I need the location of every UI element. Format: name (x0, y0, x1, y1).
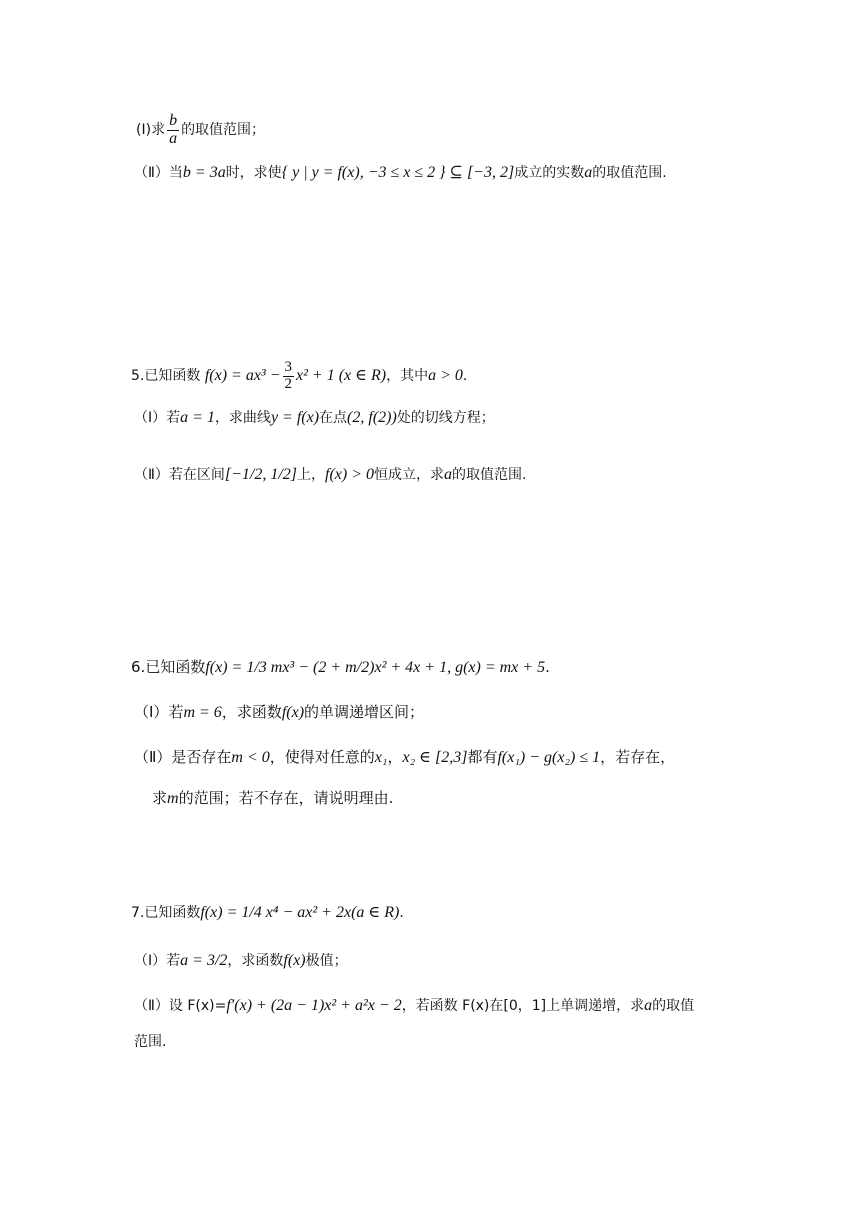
text: 求 (151, 122, 166, 138)
math-var: a (444, 466, 453, 483)
text: 处的切线方程； (396, 410, 495, 426)
text: ，求函数 (227, 953, 284, 969)
math-function: f(x) = 1/3 mx³ − (2 + m/2)x² + 4x + 1, g(x) = mx + 5 (205, 659, 546, 676)
text: 是否存在 (171, 748, 232, 766)
text: . (399, 905, 404, 921)
math-interval: [−1/2, 1/2] (224, 466, 298, 483)
math-function-tail: x² + 1 (x ∈ R) (296, 367, 387, 384)
text: 的取值范围； (181, 122, 266, 138)
math-set: { y | y = f(x), −3 ≤ x ≤ 2 } ⊆ [−3, 2] (281, 164, 515, 181)
p7-stem-text (131, 893, 404, 933)
roman-numeral: （Ⅰ） (134, 703, 169, 721)
text: 在点 (319, 410, 348, 426)
numerator: 3 (284, 358, 293, 375)
text: ，若存在， (600, 748, 676, 766)
p6-part2-line (0, 737, 860, 777)
text: 成立的实数 (514, 165, 585, 181)
math-var: x₁ (374, 749, 388, 766)
p7-part2b-text (134, 1022, 166, 1062)
roman-numeral: （Ⅰ） (134, 953, 167, 969)
denominator: a (169, 129, 178, 147)
math-condition: m = 6 (183, 704, 222, 721)
roman-numeral: （Ⅰ） (134, 410, 167, 426)
p4-part1-line (0, 110, 860, 150)
text: 若 (166, 953, 181, 969)
p5-stem-text (131, 356, 467, 396)
p6-part1-text (134, 692, 424, 733)
math-var-range: x₂ ∈ [2,3] (402, 749, 468, 766)
p6-stem-text (131, 647, 550, 688)
text: 若 (166, 410, 181, 426)
text: 若 (168, 703, 184, 721)
math-function: f(x) (283, 952, 306, 969)
text: 设 F(x)= (168, 998, 227, 1014)
math-function: f(x) = ax³ − (204, 367, 281, 384)
math-point: (2, f(2)) (347, 409, 397, 426)
text: 若在区间 (168, 467, 225, 483)
text: 求 (152, 789, 168, 807)
roman-numeral: （Ⅱ） (134, 165, 169, 181)
text: 已知函数 (144, 905, 201, 921)
math-inequality: f(x) > 0 (325, 466, 375, 483)
p7-part1-text (134, 941, 348, 981)
p7-part2b-line (0, 1022, 860, 1062)
roman-numeral: （Ⅱ） (134, 467, 169, 483)
p4-part2-text (134, 153, 667, 193)
p7-stem-line (0, 893, 860, 933)
roman-numeral: (Ⅰ) (136, 122, 152, 138)
problem-number: 6. (131, 658, 146, 676)
math-curve: y = f(x) (270, 409, 320, 426)
text: ，求曲线 (214, 410, 271, 426)
text: 已知函数 (144, 368, 201, 384)
text: 的范围；若不存在，请说明理由. (178, 789, 394, 807)
roman-numeral: （Ⅱ） (134, 998, 169, 1014)
fraction (283, 360, 295, 393)
text: 上， (297, 467, 326, 483)
text: ，使得对任意的 (269, 748, 375, 766)
math-expression: f′(x) + (2a − 1)x² + a²x − 2 (226, 997, 402, 1014)
text: 极值； (305, 953, 348, 969)
problem-number: 7. (131, 905, 145, 921)
text: 的单调递增区间； (304, 703, 425, 721)
p4-part1-text (136, 110, 265, 150)
p6-part2-text (134, 737, 675, 778)
math-function: f(x) = 1/4 x⁴ − ax² + 2x(a ∈ R) (200, 904, 400, 921)
math-condition: a > 0 (428, 367, 463, 384)
p6-stem-line (0, 647, 860, 687)
text: ， (387, 748, 403, 766)
p5-stem-line (0, 356, 860, 396)
text: ，求函数 (221, 703, 282, 721)
p5-part2-line (0, 455, 860, 495)
text: 都有 (467, 748, 498, 766)
fraction (167, 113, 179, 148)
text: 时，求使 (225, 165, 282, 181)
math-var: m (167, 790, 179, 807)
math-condition: b = 3a (182, 164, 226, 181)
text: 已知函数 (145, 658, 206, 676)
denominator: 2 (284, 375, 293, 392)
math-condition: m < 0 (231, 749, 270, 766)
text: ，若函数 F(x)在[0，1]上单调递增，求 (401, 998, 645, 1014)
text: 当 (168, 165, 183, 181)
math-inequality: f(x₁) − g(x₂) ≤ 1 (497, 749, 601, 766)
p7-part2-line (0, 986, 860, 1026)
text: 的取值范围. (592, 165, 667, 181)
text: . (462, 368, 468, 384)
p6-part2b-text (152, 778, 393, 819)
math-var: a (644, 997, 653, 1014)
math-function: f(x) (281, 704, 305, 721)
p5-part1-text (134, 398, 495, 438)
text: . (545, 658, 550, 676)
math-condition: a = 1 (180, 409, 215, 426)
numerator: b (169, 111, 178, 129)
p5-part2-text (134, 455, 526, 495)
text: 范围. (134, 1034, 167, 1050)
problem-number: 5. (131, 368, 145, 384)
text: 恒成立，求 (374, 467, 445, 483)
math-condition: a = 3/2 (180, 952, 228, 969)
roman-numeral: （Ⅱ） (134, 748, 172, 766)
text: ，其中 (386, 368, 429, 384)
math-var: a (584, 164, 593, 181)
p5-part1-line (0, 398, 860, 438)
text: 的取值 (652, 998, 695, 1014)
p6-part2b-line (0, 778, 860, 818)
text: 的取值范围. (452, 467, 527, 483)
p4-part2-line (0, 153, 860, 193)
p6-part1-line (0, 692, 860, 732)
p7-part1-line (0, 941, 860, 981)
p7-part2-text (134, 986, 694, 1026)
